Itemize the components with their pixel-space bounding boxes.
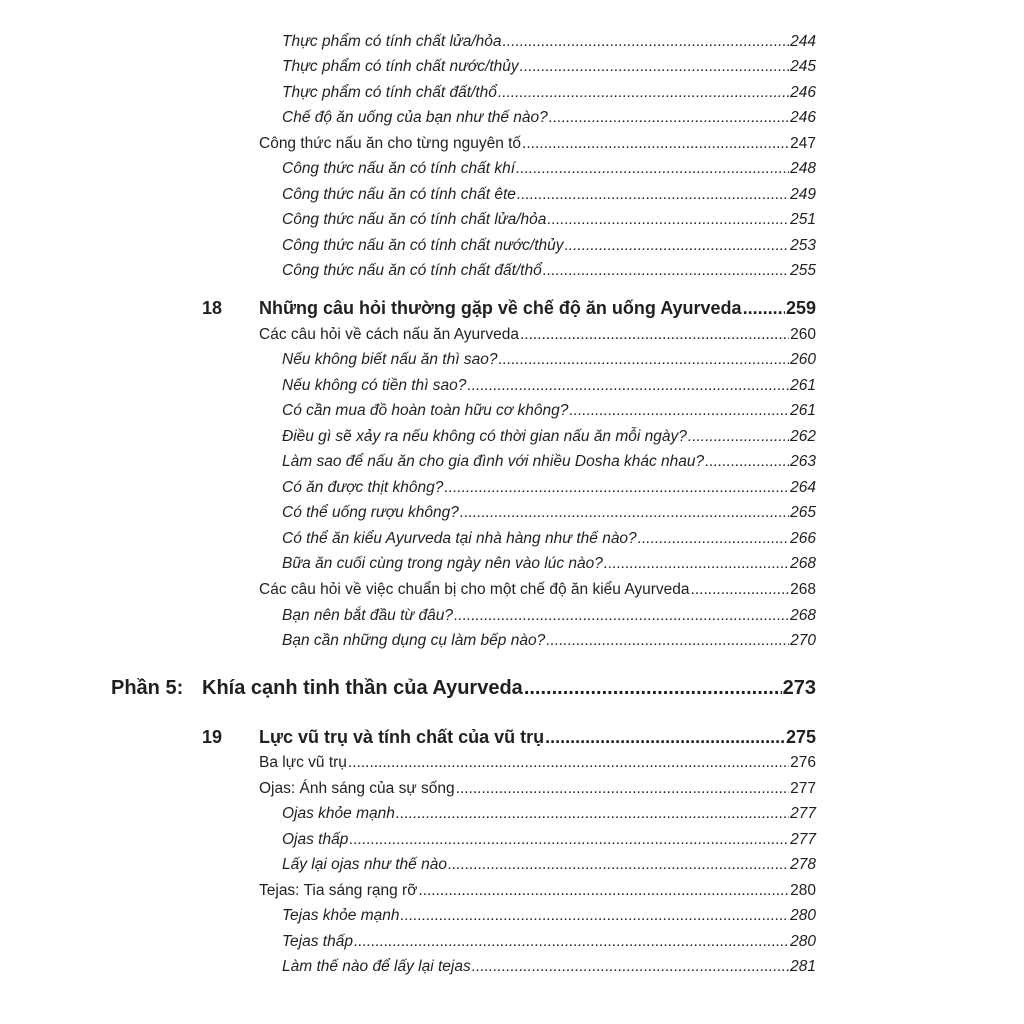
dot-leader bbox=[444, 479, 789, 497]
toc-subsection-entry[interactable] bbox=[282, 958, 816, 976]
entry-title: Các câu hỏi về cách nấu ăn Ayurveda bbox=[259, 326, 519, 343]
dot-leader bbox=[604, 555, 789, 573]
page-number: 273 bbox=[782, 677, 816, 699]
page-number: 244 bbox=[790, 33, 816, 50]
page-number: 251 bbox=[790, 211, 816, 228]
entry-title: Chế độ ăn uống của bạn như thế nào? bbox=[282, 109, 548, 126]
dot-leader bbox=[705, 453, 789, 471]
entry-title: Công thức nấu ăn có tính chất đất/thổ bbox=[282, 262, 542, 279]
entry-title: Tejas thấp bbox=[282, 933, 353, 950]
entry-title: Lực vũ trụ và tính chất của vũ trụ bbox=[259, 727, 545, 747]
entry-title: Công thức nấu ăn cho từng nguyên tố bbox=[259, 135, 522, 152]
entry-title: Điều gì sẽ xảy ra nếu không có thời gian nấu ăn mỗi ngày? bbox=[282, 428, 687, 445]
entry-title: Ojas thấp bbox=[282, 831, 349, 848]
toc-subsection-entry[interactable] bbox=[282, 109, 816, 127]
page-number: 280 bbox=[790, 933, 816, 950]
toc-subsection-entry[interactable] bbox=[282, 504, 816, 522]
page-number: 280 bbox=[790, 882, 816, 899]
entry-title: Làm thế nào để lấy lại tejas bbox=[282, 958, 471, 975]
page-number: 245 bbox=[790, 58, 816, 75]
toc-part-entry[interactable] bbox=[202, 677, 816, 700]
dot-leader bbox=[516, 160, 789, 178]
toc-chapter-entry[interactable] bbox=[259, 298, 816, 319]
toc-subsection-entry[interactable] bbox=[282, 186, 816, 204]
entry-title: Tejas: Tia sáng rạng rỡ bbox=[259, 882, 418, 899]
dot-leader bbox=[549, 109, 789, 127]
entry-title: Ojas: Ánh sáng của sự sống bbox=[259, 780, 455, 797]
dot-leader bbox=[543, 262, 789, 280]
toc-subsection-entry[interactable] bbox=[282, 479, 816, 497]
entry-title: Ojas khỏe mạnh bbox=[282, 805, 395, 822]
dot-leader bbox=[688, 428, 789, 446]
toc-subsection-entry[interactable] bbox=[282, 262, 816, 280]
toc-subsection-entry[interactable] bbox=[282, 831, 816, 849]
entry-title: Có ăn được thịt không? bbox=[282, 479, 444, 496]
toc-section-entry[interactable] bbox=[259, 780, 816, 798]
toc-subsection-entry[interactable] bbox=[282, 607, 816, 625]
page-number: 255 bbox=[790, 262, 816, 279]
entry-title: Bạn cần những dụng cụ làm bếp nào? bbox=[282, 632, 546, 649]
page-number: 263 bbox=[790, 453, 816, 470]
page-number: 247 bbox=[790, 135, 816, 152]
page-number: 278 bbox=[790, 856, 816, 873]
page-number: 275 bbox=[785, 727, 816, 747]
entry-title: Lấy lại ojas như thế nào bbox=[282, 856, 447, 873]
toc-section-entry[interactable] bbox=[259, 326, 816, 344]
page-number: 261 bbox=[790, 402, 816, 419]
dot-leader bbox=[545, 727, 785, 748]
dot-leader bbox=[467, 377, 789, 395]
dot-leader bbox=[348, 754, 789, 772]
page-number: 281 bbox=[790, 958, 816, 975]
entry-title: Khía cạnh tinh thần của Ayurveda bbox=[202, 677, 523, 699]
toc-subsection-entry[interactable] bbox=[282, 632, 816, 650]
entry-title: Tejas khỏe mạnh bbox=[282, 907, 400, 924]
dot-leader bbox=[691, 581, 790, 599]
page-number: 262 bbox=[790, 428, 816, 445]
page-number: 253 bbox=[790, 237, 816, 254]
toc-subsection-entry[interactable] bbox=[282, 428, 816, 446]
toc-subsection-entry[interactable] bbox=[282, 453, 816, 471]
dot-leader bbox=[456, 780, 789, 798]
page-number: 265 bbox=[790, 504, 816, 521]
dot-leader bbox=[498, 351, 789, 369]
dot-leader bbox=[460, 504, 789, 522]
dot-leader bbox=[400, 907, 789, 925]
page-number: 261 bbox=[790, 377, 816, 394]
dot-leader bbox=[396, 805, 789, 823]
entry-title: Những câu hỏi thường gặp về chế độ ăn uống Ayurveda bbox=[259, 298, 742, 318]
page-number: 277 bbox=[790, 831, 816, 848]
page-number: 246 bbox=[790, 84, 816, 101]
entry-title: Thực phẩm có tính chất lửa/hỏa bbox=[282, 33, 502, 50]
dot-leader bbox=[565, 237, 790, 255]
toc-subsection-entry[interactable] bbox=[282, 530, 816, 548]
toc-subsection-entry[interactable] bbox=[282, 237, 816, 255]
entry-title: Có thể ăn kiểu Ayurveda tại nhà hàng như thế nào? bbox=[282, 530, 637, 547]
toc-subsection-entry[interactable] bbox=[282, 160, 816, 178]
toc-section-entry[interactable] bbox=[259, 754, 816, 772]
dot-leader bbox=[520, 326, 789, 344]
entry-title: Bạn nên bắt đầu từ đâu? bbox=[282, 607, 453, 624]
page-number: 276 bbox=[790, 754, 816, 771]
toc-subsection-entry[interactable] bbox=[282, 402, 816, 420]
dot-leader bbox=[546, 632, 789, 650]
dot-leader bbox=[522, 135, 789, 153]
part-number: Phần 5: bbox=[111, 677, 184, 699]
entry-title: Nếu không có tiền thì sao? bbox=[282, 377, 467, 394]
page-number: 249 bbox=[790, 186, 816, 203]
toc-subsection-entry[interactable] bbox=[282, 856, 816, 874]
entry-title: Các câu hỏi về việc chuẩn bị cho một chế độ ăn kiểu Ayurveda bbox=[259, 581, 690, 598]
dot-leader bbox=[448, 856, 789, 874]
toc-subsection-entry[interactable] bbox=[282, 211, 816, 229]
toc-subsection-entry[interactable] bbox=[282, 351, 816, 369]
page-number: 270 bbox=[790, 632, 816, 649]
page-number: 246 bbox=[790, 109, 816, 126]
entry-title: Bữa ăn cuối cùng trong ngày nên vào lúc nào? bbox=[282, 555, 603, 572]
dot-leader bbox=[517, 186, 789, 204]
toc-subsection-entry[interactable] bbox=[282, 377, 816, 395]
dot-leader bbox=[454, 607, 789, 625]
page-number: 280 bbox=[790, 907, 816, 924]
page-number: 268 bbox=[790, 581, 816, 598]
dot-leader bbox=[472, 958, 789, 976]
dot-leader bbox=[520, 58, 789, 76]
dot-leader bbox=[547, 211, 789, 229]
toc-subsection-entry[interactable] bbox=[282, 33, 816, 51]
toc-subsection-entry[interactable] bbox=[282, 58, 816, 76]
chapter-number: 19 bbox=[202, 727, 223, 747]
toc-subsection-entry[interactable] bbox=[282, 907, 816, 925]
entry-title: Công thức nấu ăn có tính chất nước/thủy bbox=[282, 237, 564, 254]
page-number: 266 bbox=[790, 530, 816, 547]
dot-leader bbox=[354, 933, 789, 951]
toc-section-entry[interactable] bbox=[259, 135, 816, 153]
entry-title: Công thức nấu ăn có tính chất khí bbox=[282, 160, 515, 177]
entry-title: Nếu không biết nấu ăn thì sao? bbox=[282, 351, 498, 368]
dot-leader bbox=[498, 84, 789, 102]
page-number: 268 bbox=[790, 555, 816, 572]
entry-title: Có cần mua đồ hoàn toàn hữu cơ không? bbox=[282, 402, 569, 419]
page-number: 264 bbox=[790, 479, 816, 496]
entry-title: Công thức nấu ăn có tính chất ête bbox=[282, 186, 516, 203]
dot-leader bbox=[524, 677, 782, 700]
dot-leader bbox=[503, 33, 790, 51]
entry-title: Ba lực vũ trụ bbox=[259, 754, 347, 771]
toc-chapter-entry[interactable] bbox=[259, 727, 816, 748]
dot-leader bbox=[349, 831, 789, 849]
entry-title: Thực phẩm có tính chất nước/thủy bbox=[282, 58, 519, 75]
entry-title: Công thức nấu ăn có tính chất lửa/hỏa bbox=[282, 211, 547, 228]
page-number: 277 bbox=[790, 780, 816, 797]
entry-title: Có thể uống rượu không? bbox=[282, 504, 459, 521]
entry-title: Thực phẩm có tính chất đất/thổ bbox=[282, 84, 497, 101]
dot-leader bbox=[418, 882, 789, 900]
entry-title: Làm sao để nấu ăn cho gia đình với nhiều Dosha khác nhau? bbox=[282, 453, 705, 470]
toc-subsection-entry[interactable] bbox=[282, 933, 816, 951]
page-number: 260 bbox=[790, 351, 816, 368]
page-number: 277 bbox=[790, 805, 816, 822]
toc-subsection-entry[interactable] bbox=[282, 805, 816, 823]
toc-subsection-entry[interactable] bbox=[282, 84, 816, 102]
chapter-number: 18 bbox=[202, 298, 223, 318]
page-number: 268 bbox=[790, 607, 816, 624]
toc-subsection-entry[interactable] bbox=[282, 555, 816, 573]
toc-section-entry[interactable] bbox=[259, 882, 816, 900]
dot-leader bbox=[743, 298, 785, 319]
page-number: 260 bbox=[790, 326, 816, 343]
dot-leader bbox=[638, 530, 789, 548]
dot-leader bbox=[569, 402, 789, 420]
page-number: 248 bbox=[790, 160, 816, 177]
toc-section-entry[interactable] bbox=[259, 581, 816, 599]
page-number: 259 bbox=[785, 298, 816, 318]
